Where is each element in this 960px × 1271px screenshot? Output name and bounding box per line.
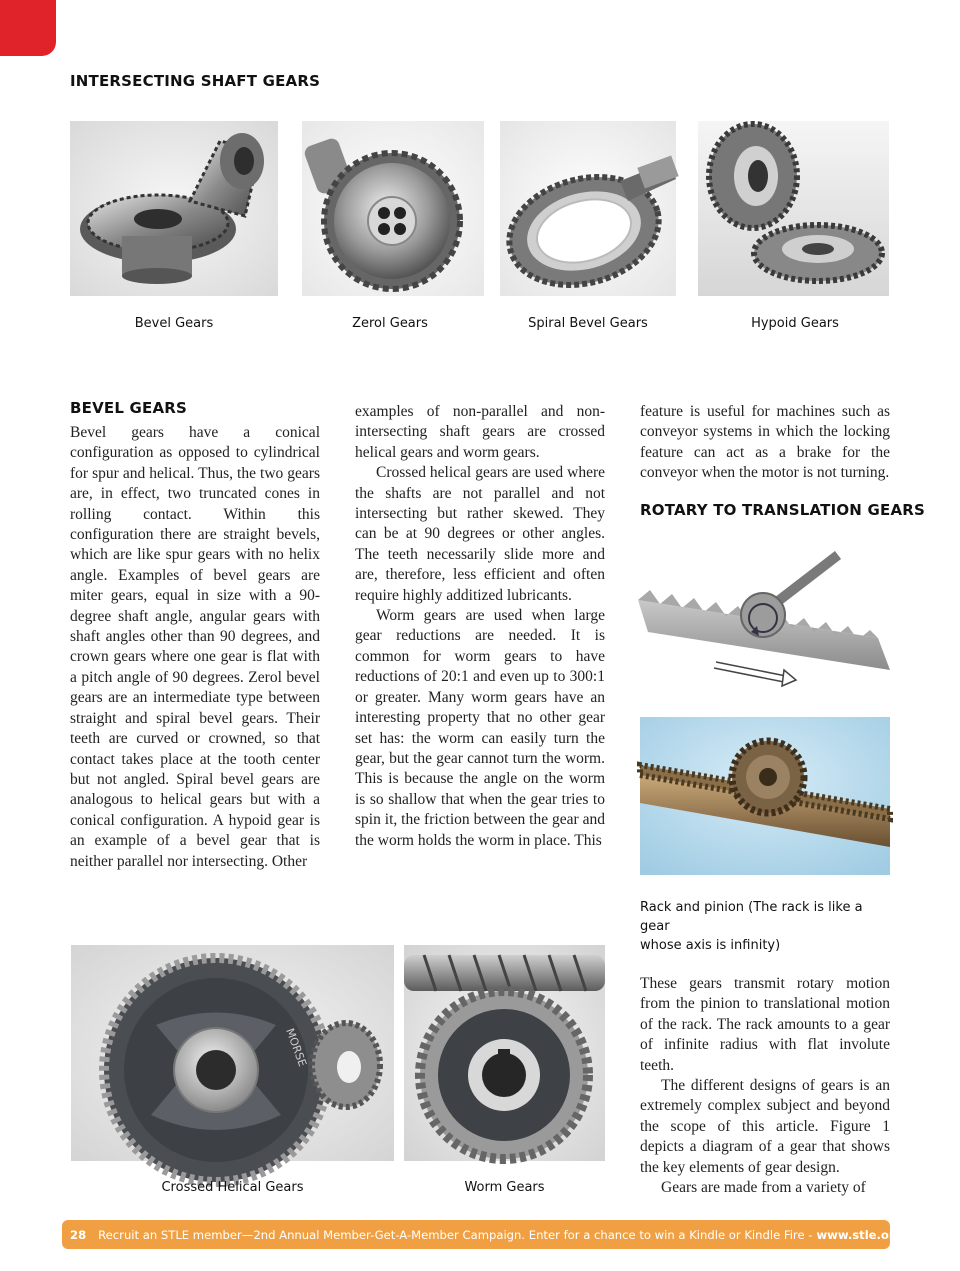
bevel-gears-photo	[70, 121, 278, 296]
paragraph: examples of non-parallel and non-intersecting shaft gears are crossed helical gears and worm gears.	[355, 403, 605, 461]
paragraph: These gears transmit rotary motion from the pinion to translational motion of the rack. The rack amounts to a gear of infinite radius with flat involute teeth.	[640, 975, 890, 1074]
right-column-bottom-text	[640, 974, 890, 1198]
worm-gears-photo	[404, 945, 605, 1161]
footer-bar	[62, 1220, 908, 1249]
left-column-text	[70, 423, 320, 872]
caption-line: whose axis is infinity)	[640, 938, 781, 953]
heading-rotary-to-translation-gears: ROTARY TO TRANSLATION GEARS	[640, 501, 926, 519]
caption-hypoid-gears: Hypoid Gears	[751, 316, 839, 331]
caption-zerol-gears: Zerol Gears	[352, 316, 428, 331]
caption-rack-and-pinion	[640, 898, 890, 955]
hypoid-gears-photo	[698, 121, 889, 296]
zerol-gears-photo	[302, 121, 484, 296]
caption-spiral-bevel-gears: Spiral Bevel Gears	[528, 316, 648, 331]
paragraph: Gears are made from a variety of	[661, 1179, 866, 1197]
page-number: 28	[70, 1227, 87, 1242]
rack-pinion-photo	[640, 717, 890, 875]
paragraph: Bevel gears have a conical configuration as opposed to cylindrical for spur and helical. Thus, the two gears are, in effect, two truncated cones in rolling contact. Within this configuration there are straight bevels, which are like spur gears with no helix angle. Examples of bevel gears are miter gears, equal in size with a 90-degree shaft angle, angular gears with shaft angles other than 90 degrees, and crown gears where one gear is flat with a pitch angle of 90 degrees. Zerol bevel gears are an intermediate type between straight and spiral bevel gears. Their teeth are curved or crowned, so that contact takes place at the tooth center but not angled. Spiral bevel gears are analogous to helical gears but with a conical configuration. A hypoid gear is an example of a bevel gear that is neither parallel nor intersecting. Other	[70, 424, 320, 870]
paragraph: Crossed helical gears are used where the shafts are not parallel and not intersecting but rather skewed. They can be at 90 degrees or other angles. The teeth necessarily slide more and are, therefore, less efficient and often require highly additized lubricants.	[355, 464, 605, 604]
caption-line: Rack and pinion (The rack is like a gear	[640, 900, 863, 934]
paragraph: The different designs of gears is an extremely complex subject and beyond the scope of this article. Figure 1 depicts a diagram of a gear that shows the key elements of gear design.	[640, 1077, 890, 1176]
rack-pinion-diagram	[638, 560, 890, 688]
heading-bevel-gears: BEVEL GEARS	[70, 399, 188, 417]
corner-tab	[0, 0, 56, 56]
caption-worm-gears: Worm Gears	[464, 1180, 545, 1195]
paragraph: Worm gears are used when large gear reductions are needed. It is common for worm gears to have reductions of 20:1 and even up to 300:1 or greater. Many worm gears have an interesting property that no other gear set has: the worm can easily turn the gear, but the gear cannot turn the worm. This is because the angle on the worm is so shallow that when the gear tries to spin it, the friction between the gear and the worm holds the worm in place. This	[355, 607, 605, 849]
caption-crossed-helical-gears: Crossed Helical Gears	[161, 1180, 304, 1195]
middle-column-text	[355, 402, 605, 851]
footer-text: Recruit an STLE member—2nd Annual Member-Get-A-Member Campaign. Enter for a chance to win a Kindle or Kindle Fire -	[98, 1227, 813, 1242]
crossed-helical-gears-photo	[71, 945, 394, 1161]
heading-intersecting-shaft-gears: INTERSECTING SHAFT GEARS	[70, 72, 321, 90]
paragraph: feature is useful for machines such as conveyor systems in which the locking feature can act as a brake for the conveyor when the motor is not turning.	[640, 403, 890, 482]
caption-bevel-gears: Bevel Gears	[134, 316, 214, 331]
right-column-top-text	[640, 402, 890, 484]
footer-website-link[interactable]: www.stle.org.	[816, 1227, 908, 1242]
morse-stamp: MORSE	[283, 1026, 309, 1069]
spiral-bevel-gears-photo	[500, 121, 676, 296]
